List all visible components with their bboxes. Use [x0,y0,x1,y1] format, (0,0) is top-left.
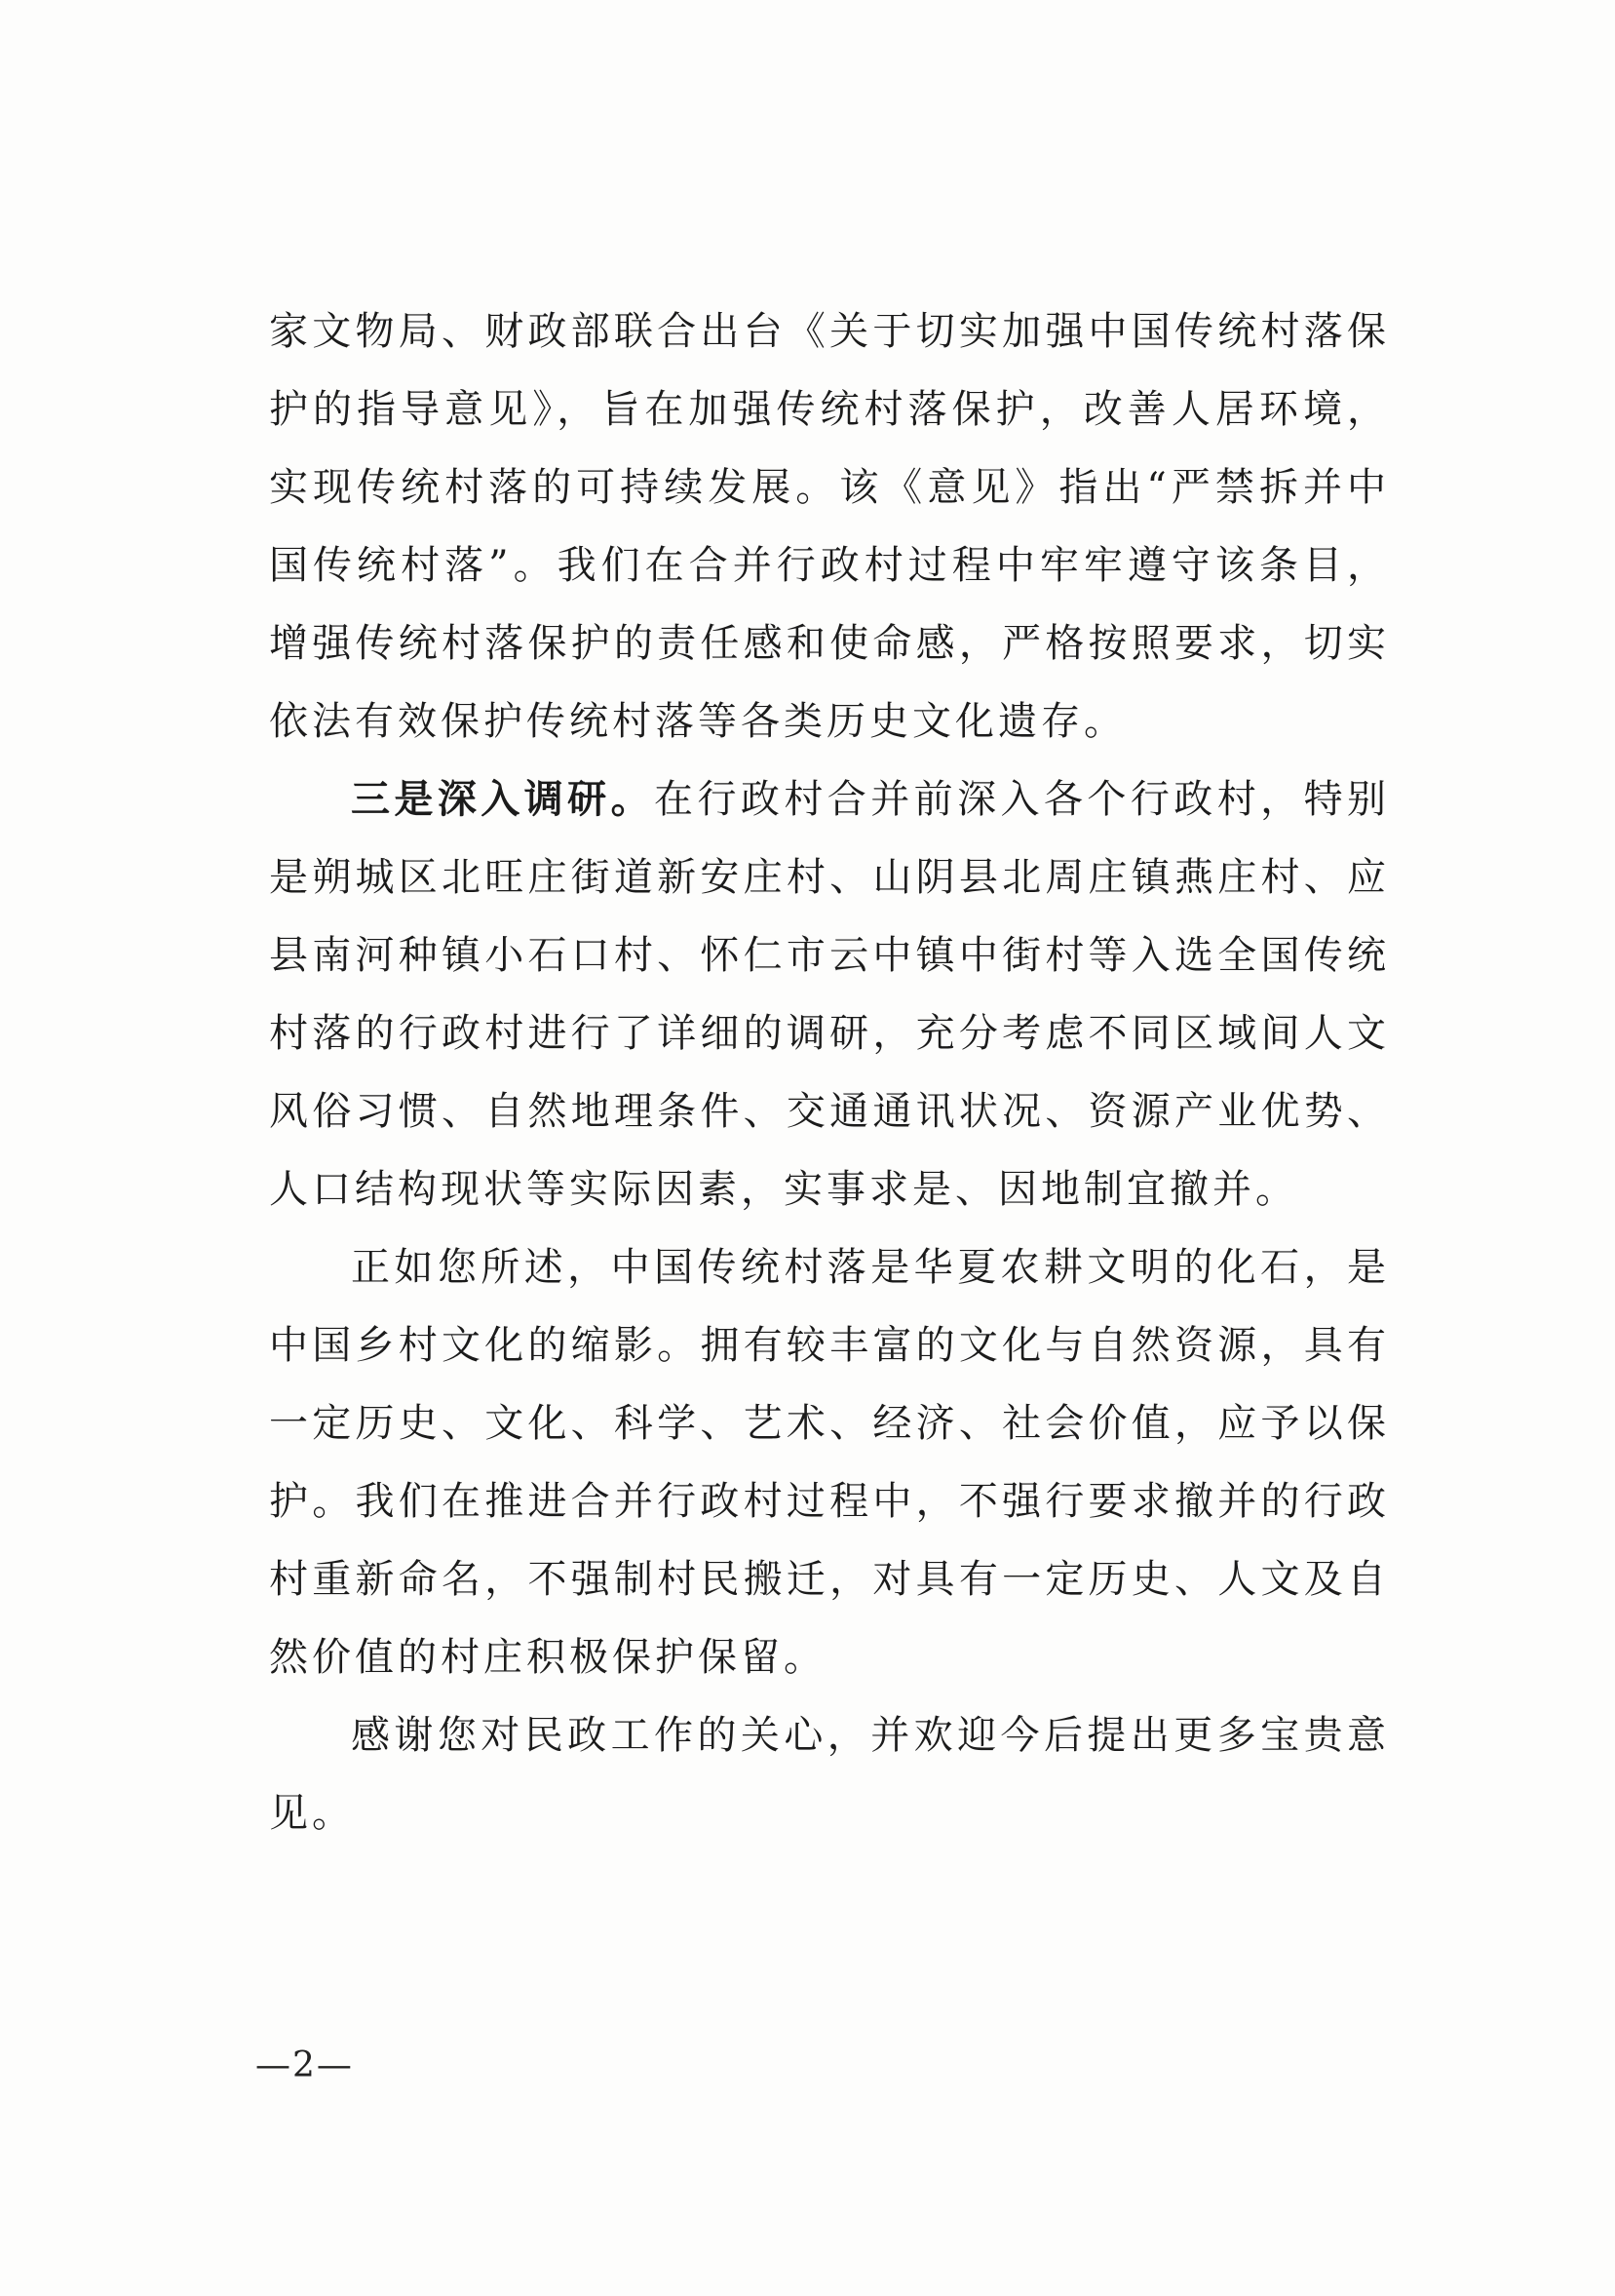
paragraph-protection [269,1228,1390,1696]
paragraph-text: 正如您所述，中国传统村落是华夏农耕文明的化石，是中国乡村文化的缩影。拥有较丰富的文化与自然资源，具有一定历史、文化、科学、艺术、经济、社会价值，应予以保护。我们在推进合并行政村过程中，不强行要求撤并的行政村重新命名，不强制村民搬迁，对具有一定历史、人文及自然价值的村庄积极保护保留。 [269,1245,1390,1680]
page-number: —2— [255,2045,354,2085]
paragraph-research [269,760,1390,1228]
document-body [269,292,1390,1852]
paragraph-continuation [269,292,1390,760]
paragraph-heading: 三是深入调研。 [351,776,655,822]
paragraph-thanks [269,1696,1390,1852]
paragraph-text: 感谢您对民政工作的关心，并欢迎今后提出更多宝贵意见。 [269,1713,1390,1836]
paragraph-text: 家文物局、财政部联合出台《关于切实加强中国传统村落保护的指导意见》，旨在加强传统村落保护，改善人居环境，实现传统村落的可持续发展。该《意见》指出“严禁拆并中国传统村落”。我们在合并行政村过程中牢牢遵守该条目，增强传统村落保护的责任感和使命感，严格按照要求，切实依法有效保护传统村落等各类历史文化遗存。 [269,309,1390,744]
paragraph-text: 在行政村合并前深入各个行政村，特别是朔城区北旺庄街道新安庄村、山阴县北周庄镇燕庄村、应县南河种镇小石口村、怀仁市云中镇中街村等入选全国传统村落的行政村进行了详细的调研，充分考虑不同区域间人文风俗习惯、自然地理条件、交通通讯状况、资源产业优势、人口结构现状等实际因素，实事求是、因地制宜撤并。 [269,777,1391,1212]
